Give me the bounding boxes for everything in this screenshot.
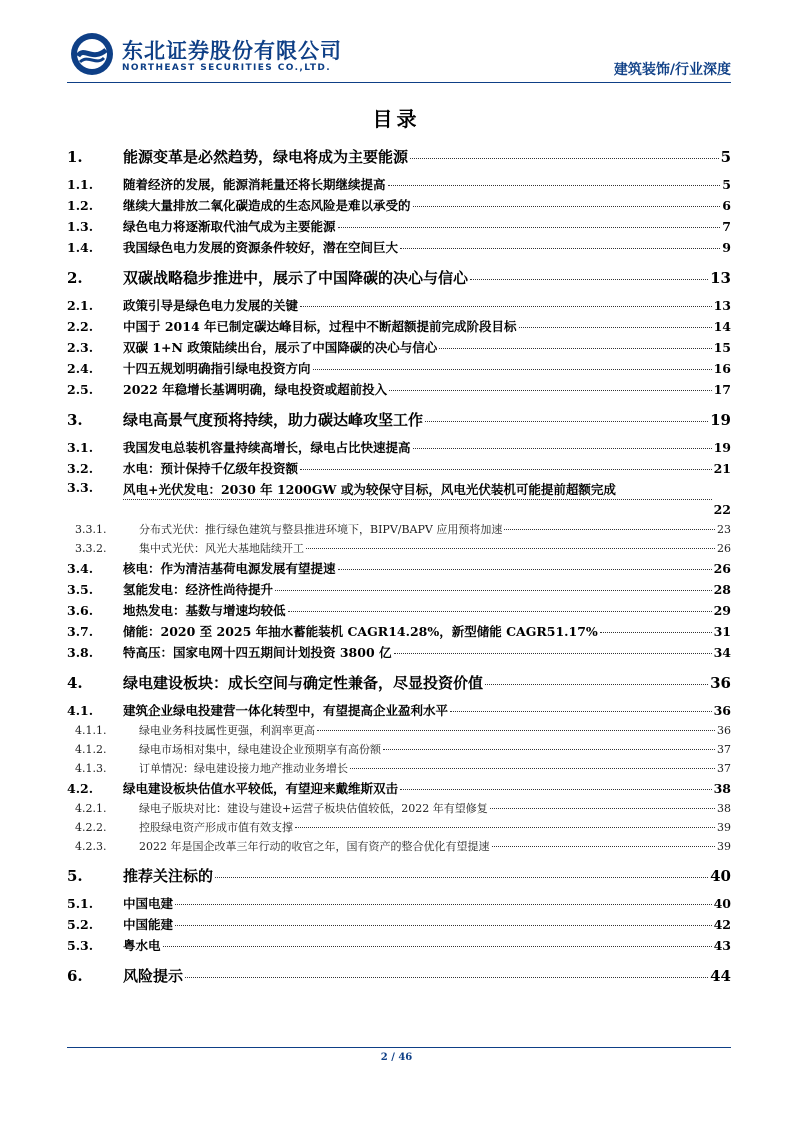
toc-entry-number: 5.3. — [67, 938, 94, 953]
toc-entry-page: 7 — [722, 219, 731, 234]
toc-leader-dots — [123, 499, 712, 500]
toc-entry-2-1[interactable] — [67, 296, 731, 316]
company-logo-icon — [70, 32, 114, 76]
toc-leader-dots — [313, 369, 712, 370]
toc-entry-page: 26 — [717, 542, 731, 555]
toc-leader-dots — [425, 421, 708, 422]
toc-entry-page: 22 — [713, 501, 731, 517]
toc-entry-number: 2.3. — [67, 340, 94, 355]
toc-entry-title: 粤水电 — [123, 938, 161, 953]
toc-entry-2-4[interactable] — [67, 359, 731, 379]
toc-entry-title: 我国发电总装机容量持续高增长，绿电占比快速提高 — [123, 440, 411, 455]
toc-entry-3-4[interactable] — [67, 559, 731, 579]
toc-entry-4-2-1[interactable] — [67, 800, 731, 818]
toc-entry-page: 5 — [720, 148, 731, 166]
toc-leader-dots — [163, 946, 712, 947]
toc-entry-3-3-2[interactable] — [67, 540, 731, 558]
toc-leader-dots — [306, 548, 715, 549]
toc-entry-page: 23 — [717, 523, 731, 536]
toc-entry-title: 控股绿电资产形成市值有效支撑 — [139, 821, 293, 834]
toc-entry-5-2[interactable] — [67, 915, 731, 935]
toc-leader-dots — [490, 808, 715, 809]
toc-entry-number: 2.2. — [67, 319, 94, 334]
toc-entry-number: 1. — [67, 148, 83, 166]
toc-entry-page: 43 — [713, 938, 731, 953]
toc-leader-dots — [400, 789, 712, 790]
toc-entry-page: 36 — [710, 674, 731, 692]
toc-entry-page: 37 — [717, 743, 731, 756]
toc-entry-page: 5 — [722, 177, 731, 192]
toc-entry-title: 订单情况：绿电建设接力地产推动业务增长 — [139, 762, 348, 775]
toc-entry-3[interactable] — [67, 409, 731, 433]
toc-entry-page: 21 — [713, 461, 731, 476]
toc-entry-title: 双碳 1+N 政策陆续出台，展示了中国降碳的决心与信心 — [123, 340, 438, 355]
toc-leader-dots — [519, 327, 712, 328]
toc-entry-4[interactable] — [67, 672, 731, 696]
toc-entry-page: 13 — [710, 269, 731, 287]
toc-entry-4-2-2[interactable] — [67, 819, 731, 837]
toc-leader-dots — [504, 529, 715, 530]
toc-leader-dots — [485, 684, 708, 685]
toc-leader-dots — [350, 768, 715, 769]
toc-entry-3-3[interactable] — [67, 480, 731, 518]
toc-leader-dots — [185, 977, 708, 978]
toc-entry-title: 随着经济的发展，能源消耗量还将长期继续提高 — [123, 177, 386, 192]
toc-entry-title: 中国能建 — [123, 917, 174, 932]
toc-entry-number: 1.4. — [67, 240, 94, 255]
toc-entry-3-8[interactable] — [67, 643, 731, 663]
toc-entry-number: 1.1. — [67, 177, 94, 192]
toc-entry-number: 2. — [67, 269, 83, 287]
toc-entry-number: 4.2.2. — [75, 821, 107, 834]
toc-entry-page: 38 — [717, 802, 731, 815]
toc-leader-dots — [600, 632, 712, 633]
toc-entry-3-3-1[interactable] — [67, 521, 731, 539]
toc-leader-dots — [288, 611, 712, 612]
toc-entry-2[interactable] — [67, 267, 731, 291]
toc-entry-title: 风电+光伏发电：2030 年 1200GW 或为较保守目标，风电光伏装机可能提前超额完成 — [123, 482, 616, 497]
toc-entry-3-2[interactable] — [67, 459, 731, 479]
toc-entry-1-3[interactable] — [67, 217, 731, 237]
toc-entry-title: 能源变革是必然趋势，绿电将成为主要能源 — [123, 148, 409, 166]
toc-entry-3-5[interactable] — [67, 580, 731, 600]
toc-entry-page: 39 — [717, 840, 731, 853]
toc-leader-dots — [388, 185, 721, 186]
toc-entry-page: 9 — [722, 240, 731, 255]
toc-entry-title: 政策引导是绿色电力发展的关键 — [123, 298, 299, 313]
toc-entry-5-3[interactable] — [67, 936, 731, 956]
toc-leader-dots — [300, 469, 712, 470]
toc-entry-2-5[interactable] — [67, 380, 731, 400]
toc-entry-page: 38 — [713, 781, 731, 796]
toc-entry-page: 19 — [710, 411, 731, 429]
toc-entry-title: 双碳战略稳步推进中，展示了中国降碳的决心与信心 — [123, 269, 469, 287]
toc-entry-number: 4.2.1. — [75, 802, 107, 815]
toc-entry-title: 地热发电：基数与增速均较低 — [123, 603, 286, 618]
toc-entry-title: 2022 年稳增长基调明确，绿电投资或超前投入 — [123, 382, 388, 397]
toc-entry-title: 推荐关注标的 — [123, 867, 214, 885]
toc-entry-number: 2.5. — [67, 382, 94, 397]
toc-leader-dots — [410, 158, 719, 159]
toc-entry-title: 绿电子版块对比：建设与建设+运营子板块估值较低，2022 年有望修复 — [139, 802, 488, 815]
toc-entry-title: 中国于 2014 年已制定碳达峰目标，过程中不断超额提前完成阶段目标 — [123, 319, 517, 334]
toc-entry-title: 分布式光伏：推行绿色建筑与整县推进环境下，BIPV/BAPV 应用预将加速 — [139, 523, 503, 536]
toc-entry-number: 5.2. — [67, 917, 94, 932]
toc-entry-6[interactable] — [67, 965, 731, 989]
toc-entry-3-1[interactable] — [67, 438, 731, 458]
toc-entry-page: 26 — [713, 561, 731, 576]
toc-entry-number: 2.4. — [67, 361, 94, 376]
toc-entry-page: 39 — [717, 821, 731, 834]
toc-entry-number: 4.1.2. — [75, 743, 107, 756]
toc-entry-title: 中国电建 — [123, 896, 174, 911]
toc-entry-title: 绿电建设板块估值水平较低，有望迎来戴维斯双击 — [123, 781, 399, 796]
toc-entry-4-1[interactable] — [67, 701, 731, 721]
toc-entry-4-1-3[interactable] — [67, 760, 731, 778]
toc-entry-title: 特高压：国家电网十四五期间计划投资 3800 亿 — [123, 645, 392, 660]
toc-entry-title: 建筑企业绿电投建营一体化转型中，有望提高企业盈利水平 — [123, 703, 449, 718]
toc-leader-dots — [413, 206, 721, 207]
toc-entry-number: 4.2. — [67, 781, 94, 796]
toc-entry-3-6[interactable] — [67, 601, 731, 621]
toc-entry-number: 3.5. — [67, 582, 94, 597]
toc-entry-page: 40 — [710, 867, 731, 885]
toc-entry-3-7[interactable] — [67, 622, 731, 642]
toc-entry-page: 34 — [713, 645, 731, 660]
toc-entry-number: 4.1. — [67, 703, 94, 718]
page-header — [0, 0, 793, 90]
toc-leader-dots — [215, 877, 708, 878]
toc-entry-page: 37 — [717, 762, 731, 775]
toc-entry-4-1-1[interactable] — [67, 722, 731, 740]
toc-leader-dots — [300, 306, 712, 307]
toc-entry-number: 3.3.1. — [75, 523, 107, 536]
toc-entry-5[interactable] — [67, 865, 731, 889]
toc-leader-dots — [394, 653, 712, 654]
toc-entry-number: 3.8. — [67, 645, 94, 660]
footer-divider — [67, 1047, 731, 1048]
toc-entry-page: 19 — [713, 440, 731, 455]
toc-entry-title: 绿电市场相对集中，绿电建设企业预期享有高份额 — [139, 743, 381, 756]
toc-entry-number: 4. — [67, 674, 83, 692]
page-number: 2 / 46 — [380, 1052, 413, 1063]
toc-entry-title: 绿色电力将逐渐取代油气成为主要能源 — [123, 219, 336, 234]
toc-leader-dots — [338, 227, 721, 228]
toc-leader-dots — [317, 730, 715, 731]
toc-entry-5-1[interactable] — [67, 894, 731, 914]
toc-leader-dots — [295, 827, 715, 828]
toc-entry-number: 3.3.2. — [75, 542, 107, 555]
toc-entry-number: 5.1. — [67, 896, 94, 911]
toc-entry-title: 绿电高景气度预将持续，助力碳达峰攻坚工作 — [123, 411, 424, 429]
toc-entry-number: 4.1.1. — [75, 724, 107, 737]
toc-entry-number: 3.3. — [67, 480, 94, 495]
company-name-en: NORTHEAST SECURITIES CO.,LTD. — [122, 63, 332, 73]
toc-entry-title: 十四五规划明确指引绿电投资方向 — [123, 361, 311, 376]
toc-leader-dots — [470, 279, 708, 280]
toc-leader-dots — [413, 448, 712, 449]
toc-entry-number: 3. — [67, 411, 83, 429]
toc-entry-page: 29 — [713, 603, 731, 618]
toc-entry-page: 42 — [713, 917, 731, 932]
toc-entry-number: 1.2. — [67, 198, 94, 213]
toc-entry-title: 集中式光伏：风光大基地陆续开工 — [139, 542, 304, 555]
page-title: 目录 — [372, 107, 421, 131]
toc-leader-dots — [275, 590, 712, 591]
toc-entry-number: 3.4. — [67, 561, 94, 576]
company-name-cn: 东北证券股份有限公司 — [122, 39, 342, 63]
toc-leader-dots — [175, 904, 712, 905]
toc-entry-title: 储能：2020 至 2025 年抽水蓄能装机 CAGR14.28%，新型储能 CAGR51.17% — [123, 624, 598, 639]
toc-entry-page: 36 — [717, 724, 731, 737]
toc-entry-title: 核电：作为清洁基荷电源发展有望提速 — [123, 561, 336, 576]
toc-entry-number: 3.6. — [67, 603, 94, 618]
toc-entry-title: 氢能发电：经济性尚待提升 — [123, 582, 274, 597]
toc-entry-number: 4.1.3. — [75, 762, 107, 775]
toc-entry-page: 14 — [713, 319, 731, 334]
toc-entry-1-1[interactable] — [67, 175, 731, 195]
toc-entry-number: 3.1. — [67, 440, 94, 455]
toc-entry-1-4[interactable] — [67, 238, 731, 258]
toc-leader-dots — [439, 348, 711, 349]
toc-entry-page: 44 — [710, 967, 731, 985]
toc-entry-number: 1.3. — [67, 219, 94, 234]
report-category: 建筑装饰/行业深度 — [613, 62, 731, 78]
toc-entry-title: 我国绿色电力发展的资源条件较好，潜在空间巨大 — [123, 240, 399, 255]
toc-entry-4-2-3[interactable] — [67, 838, 731, 856]
toc-entry-4-1-2[interactable] — [67, 741, 731, 759]
toc-leader-dots — [400, 248, 720, 249]
toc-entry-page: 15 — [713, 340, 731, 355]
toc-entry-page: 36 — [713, 703, 731, 718]
toc-leader-dots — [175, 925, 712, 926]
header-divider — [67, 82, 731, 83]
toc-entry-number: 4.2.3. — [75, 840, 107, 853]
toc-entry-number: 3.2. — [67, 461, 94, 476]
toc-entry-number: 5. — [67, 867, 83, 885]
toc-entry-title: 继续大量排放二氧化碳造成的生态风险是难以承受的 — [123, 198, 411, 213]
toc-entry-1[interactable] — [67, 146, 731, 170]
toc-entry-page: 17 — [713, 382, 731, 397]
toc-entry-1-2[interactable] — [67, 196, 731, 216]
toc-leader-dots — [338, 569, 712, 570]
toc-entry-page: 28 — [713, 582, 731, 597]
toc-leader-dots — [450, 711, 712, 712]
toc-entry-page: 6 — [722, 198, 731, 213]
toc-entry-number: 6. — [67, 967, 83, 985]
toc-entry-title: 绿电业务科技属性更强，利润率更高 — [139, 724, 315, 737]
toc-entry-page: 16 — [713, 361, 731, 376]
toc-leader-dots — [389, 390, 711, 391]
toc-entry-2-2[interactable] — [67, 317, 731, 337]
toc-entry-number: 2.1. — [67, 298, 94, 313]
toc-leader-dots — [383, 749, 715, 750]
toc-leader-dots — [492, 846, 716, 847]
toc-entry-page: 31 — [713, 624, 731, 639]
toc-entry-2-3[interactable] — [67, 338, 731, 358]
toc-entry-title: 2022 年是国企改革三年行动的收官之年，国有资产的整合优化有望提速 — [139, 840, 490, 853]
toc-entry-page: 40 — [713, 896, 731, 911]
toc-entry-title: 风险提示 — [123, 967, 184, 985]
toc-entry-4-2[interactable] — [67, 779, 731, 799]
toc-entry-number: 3.7. — [67, 624, 94, 639]
toc-entry-page: 13 — [713, 298, 731, 313]
toc-entry-title: 绿电建设板块：成长空间与确定性兼备，尽显投资价值 — [123, 674, 484, 692]
toc-entry-title: 水电：预计保持千亿级年投资额 — [123, 461, 299, 476]
